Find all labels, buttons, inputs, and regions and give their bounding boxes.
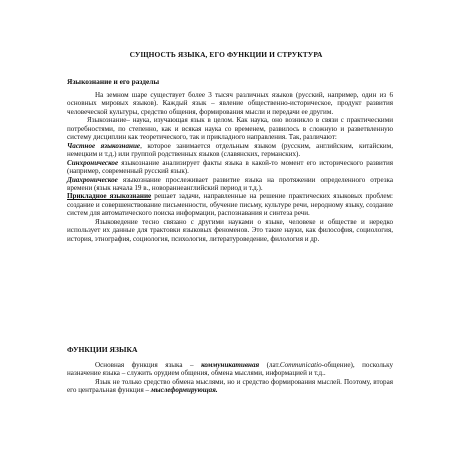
paragraph-text: -общение), поскольку назначение языка – служить орудием общения, обмена мыслями, информацией и т.д.. [67,361,394,378]
term-applied-linguistics: Прикладное языкознание [67,192,152,201]
paragraph [67,378,393,395]
section-heading-linguistics: Языкознание и его разделы [67,77,160,86]
paragraph [67,176,393,193]
paragraph [67,192,393,217]
section-heading-functions: ФУНКЦИИ ЯЗЫКА [67,345,138,354]
section-body-linguistics [67,91,393,243]
paragraph [67,159,393,176]
term-communicative: коммуникативная [201,361,260,369]
paragraph: Языкознание– наука, изучающая язык в целом. Как наука, оно возникло в связи с практическими потребностями, по степенно, как и всякая наука со временем, развилось в сложную и разветвленную систему дисциплин как теоретического, так и прикладного направления. Так, различают: [67,116,393,142]
paragraph: Языковедение тесно связано с другими науками о языке, человеке и обществе и нередко использует их данные для трактовки языковых феноменов. Это такие науки, как философия, социология, история, этнография, социология, психология, литературоведение, филология и др. [67,217,393,243]
term-thought-forming: мыслеформирующая. [150,386,218,395]
paragraph-text: языкознание прослеживает развитие языка на протяжении определенного отрезка времени (язык начала 19 в., новораннеанглийский период и т.д.). [67,175,393,192]
page-title: СУЩНОСТЬ ЯЗЫКА, ЕГО ФУНКЦИИ И СТРУКТУРА [129,50,323,59]
paragraph [67,361,393,378]
paragraph [67,142,393,159]
term-diachronic: Диахроническое [67,175,118,184]
paragraph-text: , которое занимается отдельным языком (русским, английским, китайским, немецким и т.д.) или группой родственных языков (славянских, германских). [67,141,393,159]
latin-term: Communicatio [279,361,322,369]
paragraph-text: Язык не только средство обмена мыслями, но и средство формирования мыслей. Поэтому, вторая его центральная функция – [67,377,393,395]
paragraph: На земном шаре существует более 3 тысяч различных языков (русский, например, один из 6 основных мировых языков). Каждый язык – явление общественно-историческое, продукт развития человеческой культуры, средство общения, формирования мысли и передачи ее другим. [67,91,393,116]
paragraph-text: Основная функция языка – [95,361,202,369]
paragraph-text: (лат. [259,361,280,369]
paragraph-text: решает задачи, направленные на решение практических языковых проблем: создание и совершенствование письменности, обучение письму, культуре речи, неродному языку, создание систем для автоматического поиска информации, распознавания и синтеза речи. [67,192,393,218]
term-synchronic: Синхроническое [67,158,119,167]
section-body-functions [67,361,393,395]
paragraph-text: языкознание анализирует факты языка в какой-то момент его исторического развития (например, современный русский язык). [67,158,393,176]
term-private-linguistics: Частное языкознание [67,141,141,150]
